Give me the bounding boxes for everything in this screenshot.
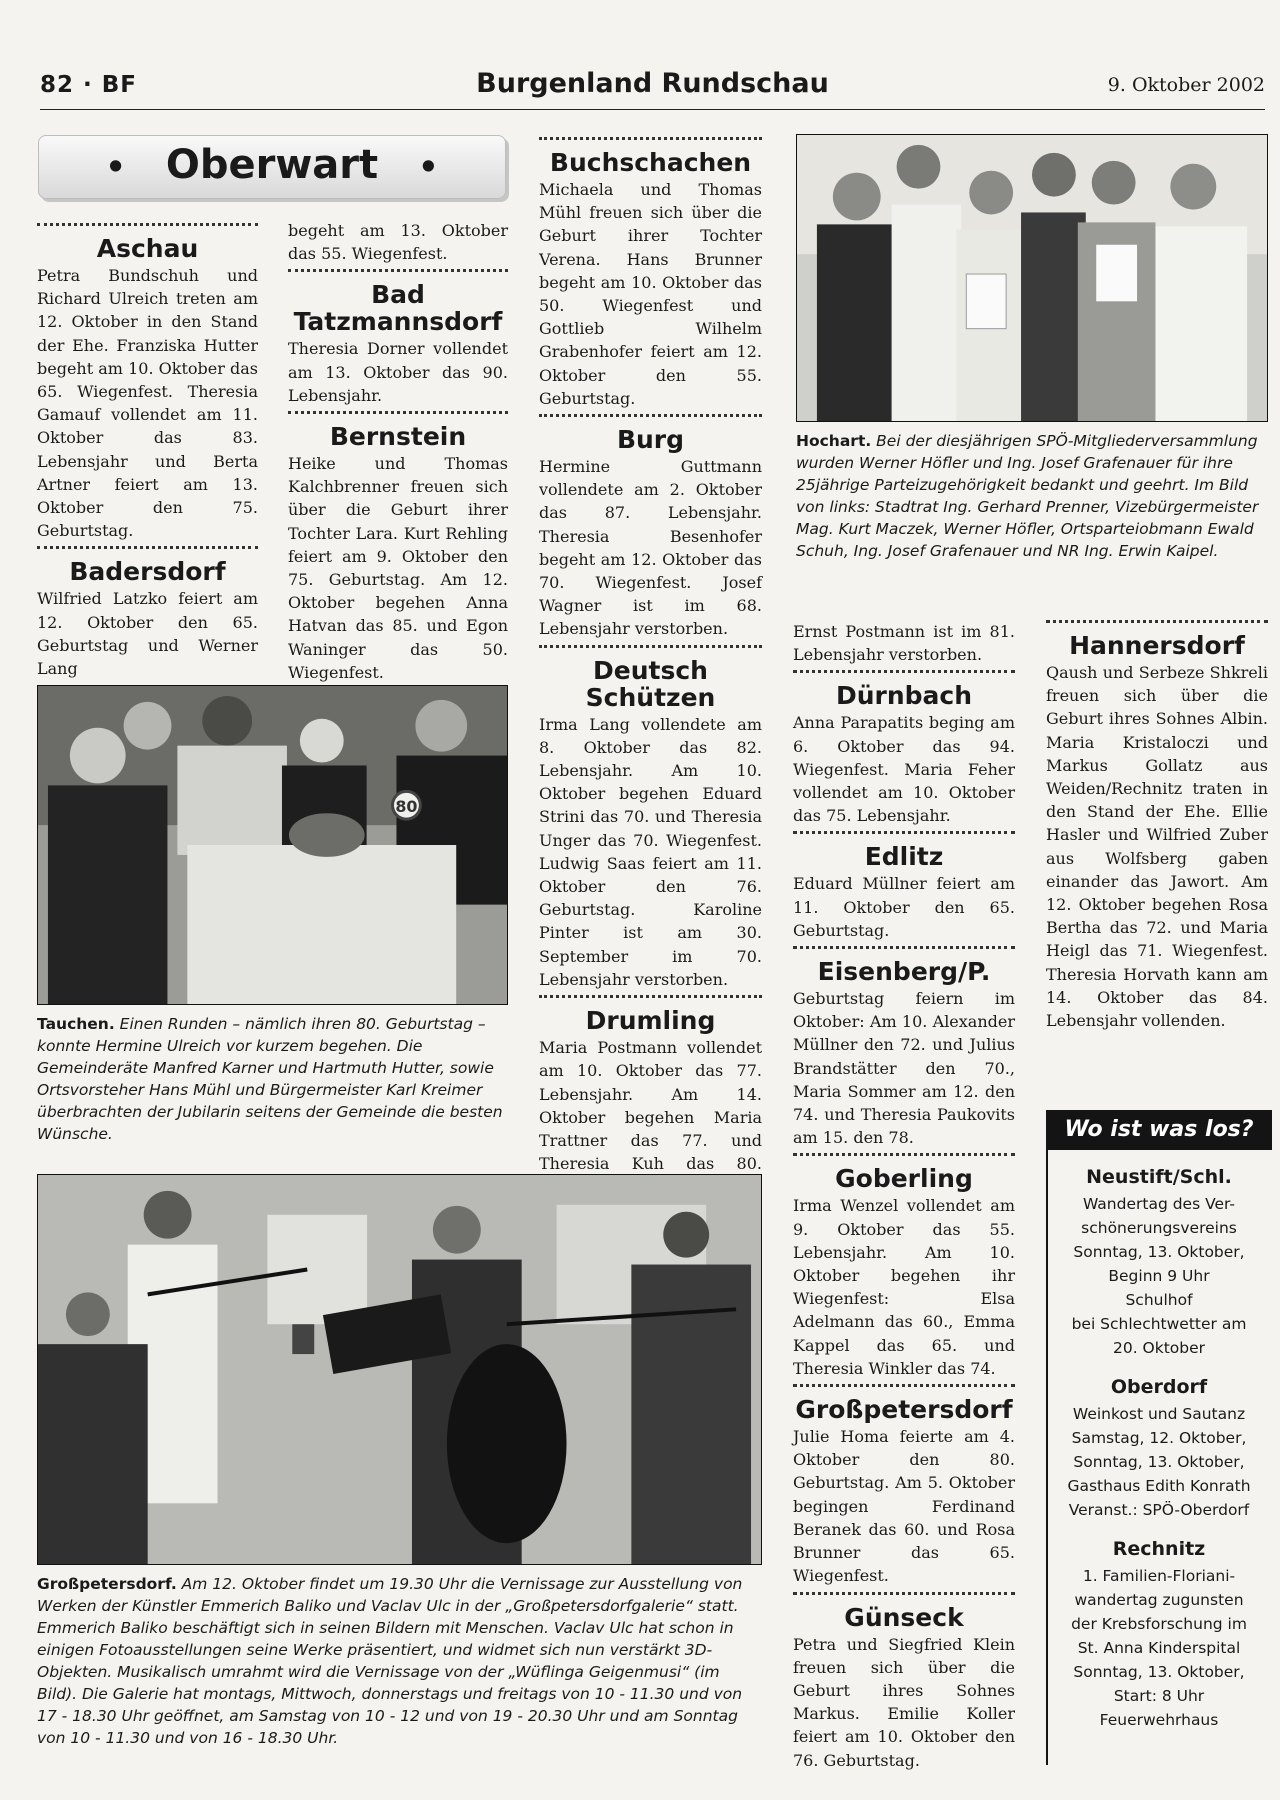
heading-goberling: Goberling <box>793 1153 1015 1192</box>
event-line: Sonntag, 13. Oktober, <box>1073 1453 1245 1471</box>
page-number: 82 · BF <box>40 72 138 98</box>
column-1 <box>37 219 258 680</box>
article-badersdorf: Wilfried Latzko feiert am 12. Oktober den 65. Geburtstag und Werner Lang <box>37 589 258 679</box>
article-bad-tatzmannsdorf: Theresia Dorner vollendet am 13. Oktober das 90. Lebensjahr. <box>288 339 508 405</box>
article-bernstein: Heike und Thomas Kalchbrenner freuen sich über die Geburt ihrer Tochter Lara. Kurt Rehling feiert am 9. Oktober den 75. Geburtstag. Am 12. Oktober begehen Anna Hatvan das 85. und Egon Waninger das 50. Wiegenfest. <box>288 454 508 682</box>
heading-grosspetersdorf: Großpetersdorf <box>793 1384 1015 1423</box>
article-buchschachen: Michaela und Thomas Mühl freuen sich über die Geburt ihrer Tochter Verena. Hans Brunner begeht am 10. Oktober das 50. Wiegenfest und Gottlieb Wilhelm Grabenhofer feiert am 12. Oktober den 55. Geburtstag. <box>539 180 762 408</box>
events-box-frame <box>1046 1150 1272 1765</box>
article-hannersdorf: Qaush und Serbeze Shkreli freuen sich über die Geburt ihres Sohnes Albin. Maria Kristaloczi und Markus Gollatz aus Weiden/Rechnitz traten in den Stand der Ehe. Ellie Hasler und Wilfried Zuber aus Wolfsberg gaben einander das Jawort. Am 12. Oktober begehen Rosa Bertha das 72. und Maria Heigl das 71. Wiegenfest. Theresia Horvath kann am 14. Oktober das 84. Lebensjahr vollenden. <box>1046 663 1268 1031</box>
heading-edlitz: Edlitz <box>793 831 1015 870</box>
photo-grosspetersdorf <box>37 1174 762 1565</box>
event-place: Rechnitz <box>1112 1538 1206 1560</box>
event-line: Sonntag, 13. Oktober, <box>1073 1663 1245 1681</box>
column-5 <box>1046 620 1268 1032</box>
event-line: schönerungsvereins <box>1081 1219 1237 1237</box>
caption-grosspetersdorf-place: Großpetersdorf. <box>37 1575 177 1593</box>
article-deutsch-schuetzen: Irma Lang vollendete am 8. Oktober das 82. Lebensjahr. Am 10. Oktober begehen Eduard Strini das 70. und Theresia Unger das 70. Wiegenfest. Ludwig Saas feiert am 11. Oktober den 76. Geburtstag. Karoline Pinter ist am 30. September im 70. Lebensjahr verstorben. <box>539 714 762 989</box>
heading-deutsch-schuetzen: Deutsch Schützen <box>539 645 762 711</box>
article-drumling: Maria Postmann vollendet am 10. Oktober das 77. Lebensjahr. Am 14. Oktober begehen Maria Trattner das 77. und Theresia Kuh das 80. <box>539 1038 762 1174</box>
article-guenseck: Petra und Siegfried Klein freuen sich über die Geburt ihres Sohnes Markus. Emilie Koller feiert am 10. Oktober den 76. Geburtstag. <box>793 1634 1015 1770</box>
event-line: wandertag zugunsten <box>1074 1591 1244 1609</box>
photo-tauchen <box>37 685 508 1005</box>
heading-bad-tatzmannsdorf: Bad Tatzmannsdorf <box>288 269 508 335</box>
event-line: 1. Familien-Floriani- <box>1082 1567 1236 1585</box>
event-place: Neustift/Schl. <box>1086 1166 1232 1188</box>
event-line: Weinkost und Sautanz <box>1072 1405 1246 1423</box>
event-line: Wandertag des Ver- <box>1082 1195 1236 1213</box>
event-line: bei Schlechtwetter am <box>1071 1315 1247 1333</box>
caption-hochart-place: Hochart. <box>796 432 872 450</box>
heading-aschau: Aschau <box>37 223 258 262</box>
heading-badersdorf: Badersdorf <box>37 546 258 585</box>
section-banner <box>38 135 506 199</box>
events-box <box>1046 1110 1272 1765</box>
event-line: Beginn 9 Uhr <box>1108 1267 1210 1285</box>
newspaper-title: Burgenland Rundschau <box>476 68 829 99</box>
caption-grosspetersdorf <box>37 1573 762 1749</box>
column-2 <box>288 219 508 684</box>
caption-hochart-text: Bei der diesjährigen SPÖ-Mitgliederversammlung wurden Werner Höfler und Ing. Josef Grafenauer für ihre 25jährige Parteizugehörigkeit bedankt und geehrt. Im Bild von links: Stadtrat Ing. Gerhard Prenner, Vizebürgermeister Mag. Kurt Maczek, Werner Höfler, Ortsparteiobmann Ewald Schuh, Ing. Josef Grafenauer und NR Ing. Erwin Kaipel. <box>796 432 1259 560</box>
article-drumling-continued: Ernst Postmann ist im 81. Lebensjahr verstorben. <box>793 622 1015 665</box>
heading-hannersdorf: Hannersdorf <box>1046 620 1268 659</box>
cake-number-label: 80 <box>395 797 418 817</box>
caption-grosspetersdorf-text: Am 12. Oktober findet um 19.30 Uhr die Vernissage zur Ausstellung von Werken der Künstler Emmerich Baliko und Vaclav Ulc in der „Großpetersdorfgalerie“ statt. Emmerich Baliko beschäftigt sich in seinen Bildern mit Menschen. Vaclav Ulc hat schon in einigen Fotoausstellungen seine Werke präsentiert, und widmet sich nun verstärkt 3D-Objekten. Musikalisch umrahmt wird die Vernissage von der „Wüflinga Geigenmusi“ (im Bild). Die Galerie hat montags, Mittwoch, donnerstags und freitags von 10 - 11.30 und von 17 - 18.30 Uhr geöffnet, am Samstag von 10 - 12 und von 19 - 20.30 Uhr und am Sonntag von 10 - 11.30 und von 16 - 18.30 Uhr. <box>37 1575 743 1747</box>
section-title: Oberwart <box>165 142 379 188</box>
article-grosspetersdorf: Julie Homa feierte am 4. Oktober den 80. Geburtstag. Am 5. Oktober begingen Ferdinand Beranek das 60. und Rosa Brunner das 65. Wiegenfest. <box>793 1427 1015 1586</box>
caption-hochart <box>796 430 1270 562</box>
issue-date: 9. Oktober 2002 <box>1107 74 1265 96</box>
article-goberling: Irma Wenzel vollendet am 9. Oktober das 55. Lebensjahr. Am 10. Oktober begehen ihr Wiegenfest: Elsa Adelmann das 60., Emma Kappel das 65. und Theresia Winkler das 74. <box>793 1196 1015 1378</box>
heading-eisenberg: Eisenberg/P. <box>793 946 1015 985</box>
event-line: Schulhof <box>1125 1291 1193 1309</box>
event-line: St. Anna Kinderspital <box>1077 1639 1241 1657</box>
event-line: Feuerwehrhaus <box>1099 1711 1219 1729</box>
event-line: der Krebsforschung im <box>1071 1615 1247 1633</box>
event-line: Start: 8 Uhr <box>1113 1687 1205 1705</box>
article-aschau: Petra Bundschuh und Richard Ulreich treten am 12. Oktober in den Stand der Ehe. Franziska Hutter begeht am 10. Oktober das 65. Wiegenfest. Theresia Gamauf vollendet am 11. Oktober das 83. Lebensjahr und Berta Artner feiert am 13. Oktober den 75. Geburtstag. <box>37 266 258 541</box>
caption-tauchen <box>37 1013 510 1145</box>
article-edlitz: Eduard Müllner feiert am 11. Oktober den 65. Geburtstag. <box>793 874 1015 940</box>
event-line: Veranst.: SPÖ-Oberdorf <box>1068 1501 1250 1519</box>
photo-hochart <box>796 134 1268 422</box>
article-duernbach: Anna Parapatits beging am 6. Oktober das 94. Wiegenfest. Maria Feher vollendet am 10. Oktober das 75. Lebensjahr. <box>793 713 1015 826</box>
heading-guenseck: Günseck <box>793 1592 1015 1631</box>
heading-buchschachen: Buchschachen <box>539 137 762 176</box>
column-3 <box>539 133 762 1199</box>
event-line: 20. Oktober <box>1112 1339 1206 1357</box>
article-eisenberg: Geburtstag feiern im Oktober: Am 10. Alexander Müllner den 72. und Julius Brandstätter den 70., Maria Sommer am 12. den 74. und Theresia Paukovits am 15. den 78. <box>793 989 1015 1148</box>
article-badersdorf-continued: begeht am 13. Oktober das 55. Wiegenfest. <box>288 221 508 264</box>
page-header <box>40 64 1265 110</box>
event-line: Gasthaus Edith Konrath <box>1067 1477 1251 1495</box>
heading-drumling: Drumling <box>539 995 762 1034</box>
bullet-right: • <box>418 148 439 186</box>
heading-duernbach: Dürnbach <box>793 670 1015 709</box>
article-burg: Hermine Guttmann vollendete am 2. Oktober das 87. Lebensjahr. Theresia Besenhofer begeht am 12. Oktober das 70. Wiegenfest. Josef Wagner ist im 68. Lebensjahr verstorben. <box>539 457 762 639</box>
events-box-title: Wo ist was los? <box>1046 1110 1272 1150</box>
caption-tauchen-text: Einen Runden – nämlich ihren 80. Geburtstag – konnte Hermine Ulreich vor kurzem begehen. Die Gemeinderäte Manfred Karner und Hartmuth Hutter, sowie Ortsvorsteher Hans Mühl und Bürgermeister Karl Kreimer überbrachten der Jubilarin seitens der Gemeinde die besten Wünsche. <box>37 1015 503 1143</box>
event-line: Sonntag, 13. Oktober, <box>1073 1243 1245 1261</box>
column-4 <box>793 620 1015 1772</box>
heading-bernstein: Bernstein <box>288 411 508 450</box>
heading-burg: Burg <box>539 414 762 453</box>
caption-tauchen-place: Tauchen. <box>37 1015 115 1033</box>
bullet-left: • <box>105 148 126 186</box>
event-line: Samstag, 12. Oktober, <box>1071 1429 1247 1447</box>
event-place: Oberdorf <box>1110 1376 1208 1398</box>
